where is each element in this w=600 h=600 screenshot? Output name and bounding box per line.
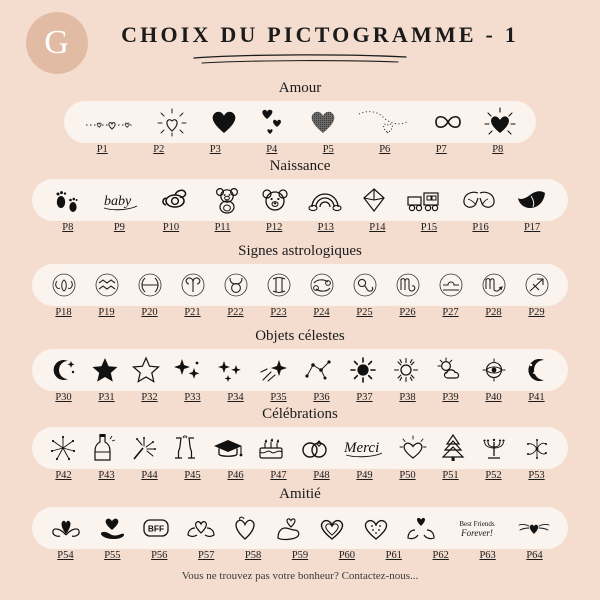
aries-ram-icon[interactable] (50, 264, 78, 306)
rainbow-icon[interactable] (308, 179, 342, 221)
code-row (32, 307, 568, 318)
code-label[interactable]: P49 (356, 470, 373, 481)
code-label[interactable]: P37 (356, 392, 373, 403)
icon-row (64, 101, 536, 143)
code-label[interactable]: P51 (442, 470, 459, 481)
footer-note: Vous ne trouvez pas votre bonheur? Contactez-nous... (181, 570, 419, 582)
code-label[interactable]: P7 (435, 144, 447, 155)
hands-cradling-heart-icon[interactable] (185, 507, 217, 549)
code-label[interactable]: P19 (98, 307, 115, 318)
code-label[interactable]: P12 (266, 222, 283, 233)
open-hand-heart-icon[interactable] (273, 507, 303, 549)
dotted-swirl-heart-icon[interactable] (357, 101, 411, 143)
outline-star-icon[interactable] (132, 349, 160, 391)
code-row (64, 144, 536, 155)
constellation-icon[interactable] (303, 349, 335, 391)
heart-sparkle-icon[interactable] (398, 427, 428, 469)
code-label[interactable]: P15 (420, 222, 438, 233)
section-amour (0, 80, 600, 155)
code-label[interactable]: P60 (338, 550, 356, 561)
code-label[interactable]: P44 (141, 470, 158, 481)
baby-script-word-icon[interactable] (101, 179, 141, 221)
pacifier-icon[interactable] (159, 179, 193, 221)
dotted-heart-icon[interactable] (361, 507, 391, 549)
virgo-icon[interactable] (394, 264, 422, 306)
star-cluster-icon[interactable] (216, 349, 246, 391)
logo-letter: G (44, 24, 70, 61)
code-label[interactable]: P21 (184, 307, 201, 318)
birthday-cake-icon[interactable] (256, 427, 286, 469)
whiskers-heart-icon[interactable] (517, 507, 551, 549)
code-label[interactable]: P2 (153, 144, 165, 155)
code-label[interactable]: P8 (62, 222, 74, 233)
code-label[interactable]: P57 (198, 550, 215, 561)
code-label[interactable]: P47 (270, 470, 287, 481)
code-label[interactable]: P17 (523, 222, 541, 233)
merci-script-icon[interactable] (342, 427, 386, 469)
gemini-icon[interactable] (265, 264, 293, 306)
code-label[interactable]: P8 (492, 144, 504, 155)
code-label[interactable]: P23 (270, 307, 287, 318)
code-label[interactable]: P58 (244, 550, 262, 561)
code-label[interactable]: P28 (485, 307, 502, 318)
graduation-cap-icon[interactable] (212, 427, 244, 469)
svg-text:Best Friends: Best Friends (459, 520, 495, 528)
crescent-moon-stars-icon[interactable] (48, 349, 78, 391)
solid-star-icon[interactable] (91, 349, 119, 391)
section-title: Amour (278, 80, 322, 96)
radiant-heart-icon[interactable] (484, 101, 516, 143)
hands-releasing-heart-icon[interactable] (405, 507, 437, 549)
bear-face-icon[interactable] (260, 179, 290, 221)
code-label[interactable]: P38 (399, 392, 416, 403)
bff-badge-icon[interactable] (141, 507, 171, 549)
eye-sun-icon[interactable] (479, 349, 509, 391)
code-label[interactable]: P11 (214, 222, 231, 233)
icon-row (32, 427, 568, 469)
code-label[interactable]: P50 (399, 470, 416, 481)
code-label[interactable]: P32 (141, 392, 158, 403)
toy-train-icon[interactable] (406, 179, 442, 221)
wedding-rings-icon[interactable] (298, 427, 330, 469)
code-label[interactable]: P26 (399, 307, 416, 318)
code-row (32, 550, 568, 561)
code-label[interactable]: P34 (227, 392, 244, 403)
icon-row (32, 264, 568, 306)
sagittarius-icon[interactable] (523, 264, 551, 306)
svg-text:baby: baby (104, 194, 132, 209)
solid-heart-icon[interactable] (209, 101, 239, 143)
code-label[interactable]: P29 (528, 307, 545, 318)
code-label[interactable]: P22 (227, 307, 244, 318)
code-label[interactable]: P4 (266, 144, 278, 155)
code-label[interactable]: P31 (98, 392, 115, 403)
code-label[interactable]: P27 (442, 307, 459, 318)
christmas-tree-icon[interactable] (440, 427, 466, 469)
scorpio-icon[interactable] (480, 264, 508, 306)
code-label[interactable]: P3 (209, 144, 221, 155)
code-label[interactable]: P45 (184, 470, 201, 481)
svg-text:Merci: Merci (344, 440, 380, 456)
aquarius-icon[interactable] (93, 264, 121, 306)
code-label[interactable]: P59 (291, 550, 309, 561)
moon-phases-icon[interactable] (522, 349, 552, 391)
section-objets-celestes (0, 328, 600, 403)
code-label[interactable]: P1 (96, 144, 108, 155)
code-label[interactable]: P16 (472, 222, 489, 233)
code-label[interactable]: P54 (57, 550, 74, 561)
code-label[interactable]: P53 (528, 470, 545, 481)
code-row (32, 392, 568, 403)
code-row (32, 222, 568, 233)
sun-cloud-icon[interactable] (434, 349, 466, 391)
best-friends-forever-text-icon[interactable] (451, 507, 503, 549)
section-title: Signes astrologiques (238, 243, 362, 259)
section-signes-astrologiques (0, 243, 600, 318)
hand-holding-heart-icon[interactable] (97, 507, 127, 549)
confetti-burst-icon[interactable] (522, 427, 552, 469)
code-label[interactable]: P9 (113, 222, 125, 233)
sun-rays-icon[interactable] (348, 349, 378, 391)
falling-hearts-icon[interactable] (258, 101, 288, 143)
code-label[interactable]: P10 (162, 222, 180, 233)
svg-text:Forever!: Forever! (461, 528, 493, 538)
dove-icon[interactable] (515, 179, 549, 221)
code-label[interactable]: P43 (98, 470, 115, 481)
pisces-fish-icon[interactable] (136, 264, 164, 306)
code-label[interactable]: P33 (184, 392, 201, 403)
cancer-icon[interactable] (308, 264, 336, 306)
code-label[interactable]: P6 (379, 144, 391, 155)
code-label[interactable]: P24 (313, 307, 330, 318)
section-title: Naissance (269, 158, 331, 174)
section-celebrations (0, 406, 600, 481)
code-label[interactable]: P41 (528, 392, 545, 403)
firework-burst-icon[interactable] (48, 427, 78, 469)
code-label[interactable]: P30 (55, 392, 72, 403)
libra-scales-icon[interactable] (437, 264, 465, 306)
shooting-star-icon[interactable] (259, 349, 291, 391)
code-label[interactable]: P48 (313, 470, 330, 481)
section-title: Célébrations (262, 406, 338, 422)
teddy-bear-icon[interactable] (212, 179, 242, 221)
heart-in-sun-rays-icon[interactable] (155, 101, 189, 143)
section-title: Amitié (279, 486, 321, 502)
leo-icon[interactable] (351, 264, 379, 306)
code-label[interactable]: P63 (479, 550, 496, 561)
angel-wings-icon[interactable] (461, 179, 497, 221)
code-label[interactable]: P36 (313, 392, 330, 403)
code-label[interactable]: P35 (270, 392, 287, 403)
taurus-icon[interactable] (222, 264, 250, 306)
code-label[interactable]: P20 (141, 307, 158, 318)
origami-bird-icon[interactable] (360, 179, 388, 221)
code-label[interactable]: P52 (485, 470, 502, 481)
infinity-symbol-icon[interactable] (431, 101, 465, 143)
menorah-icon[interactable] (478, 427, 510, 469)
title-underline-flourish (190, 54, 410, 68)
aries-symbol-icon[interactable] (179, 264, 207, 306)
code-label[interactable]: P18 (55, 307, 72, 318)
sparkler-icon[interactable] (128, 427, 158, 469)
code-label[interactable]: P56 (151, 550, 168, 561)
code-label[interactable]: P42 (55, 470, 72, 481)
code-label[interactable]: P64 (526, 550, 543, 561)
code-label[interactable]: P62 (432, 550, 449, 561)
code-label[interactable]: P14 (369, 222, 386, 233)
dotted-line-hearts-icon[interactable] (84, 101, 136, 143)
baby-footprints-icon[interactable] (51, 179, 83, 221)
code-label[interactable]: P25 (356, 307, 373, 318)
section-naissance (0, 158, 600, 233)
icon-row (32, 349, 568, 391)
code-label[interactable]: P55 (104, 550, 121, 561)
sun-burst-icon[interactable] (391, 349, 421, 391)
code-row (32, 470, 568, 481)
double-outline-heart-icon[interactable] (317, 507, 347, 549)
hands-heart-shape-icon[interactable] (49, 507, 83, 549)
textured-heart-icon[interactable] (308, 101, 338, 143)
code-label[interactable]: P61 (385, 550, 402, 561)
icon-row (32, 507, 568, 549)
section-amitie (0, 486, 600, 561)
toasting-glasses-icon[interactable] (170, 427, 200, 469)
code-label[interactable]: P5 (322, 144, 334, 155)
code-label[interactable]: P46 (227, 470, 244, 481)
icon-row (32, 179, 568, 221)
svg-text:BFF: BFF (147, 523, 165, 534)
page-title: CHOIX DU PICTOGRAMME - 1 (121, 22, 519, 47)
sparkle-stars-icon[interactable] (173, 349, 203, 391)
code-label[interactable]: P39 (442, 392, 459, 403)
code-label[interactable]: P13 (317, 222, 334, 233)
champagne-bottle-icon[interactable] (90, 427, 116, 469)
section-title: Objets célestes (255, 328, 345, 344)
code-label[interactable]: P40 (485, 392, 502, 403)
script-heart-icon[interactable] (231, 507, 259, 549)
